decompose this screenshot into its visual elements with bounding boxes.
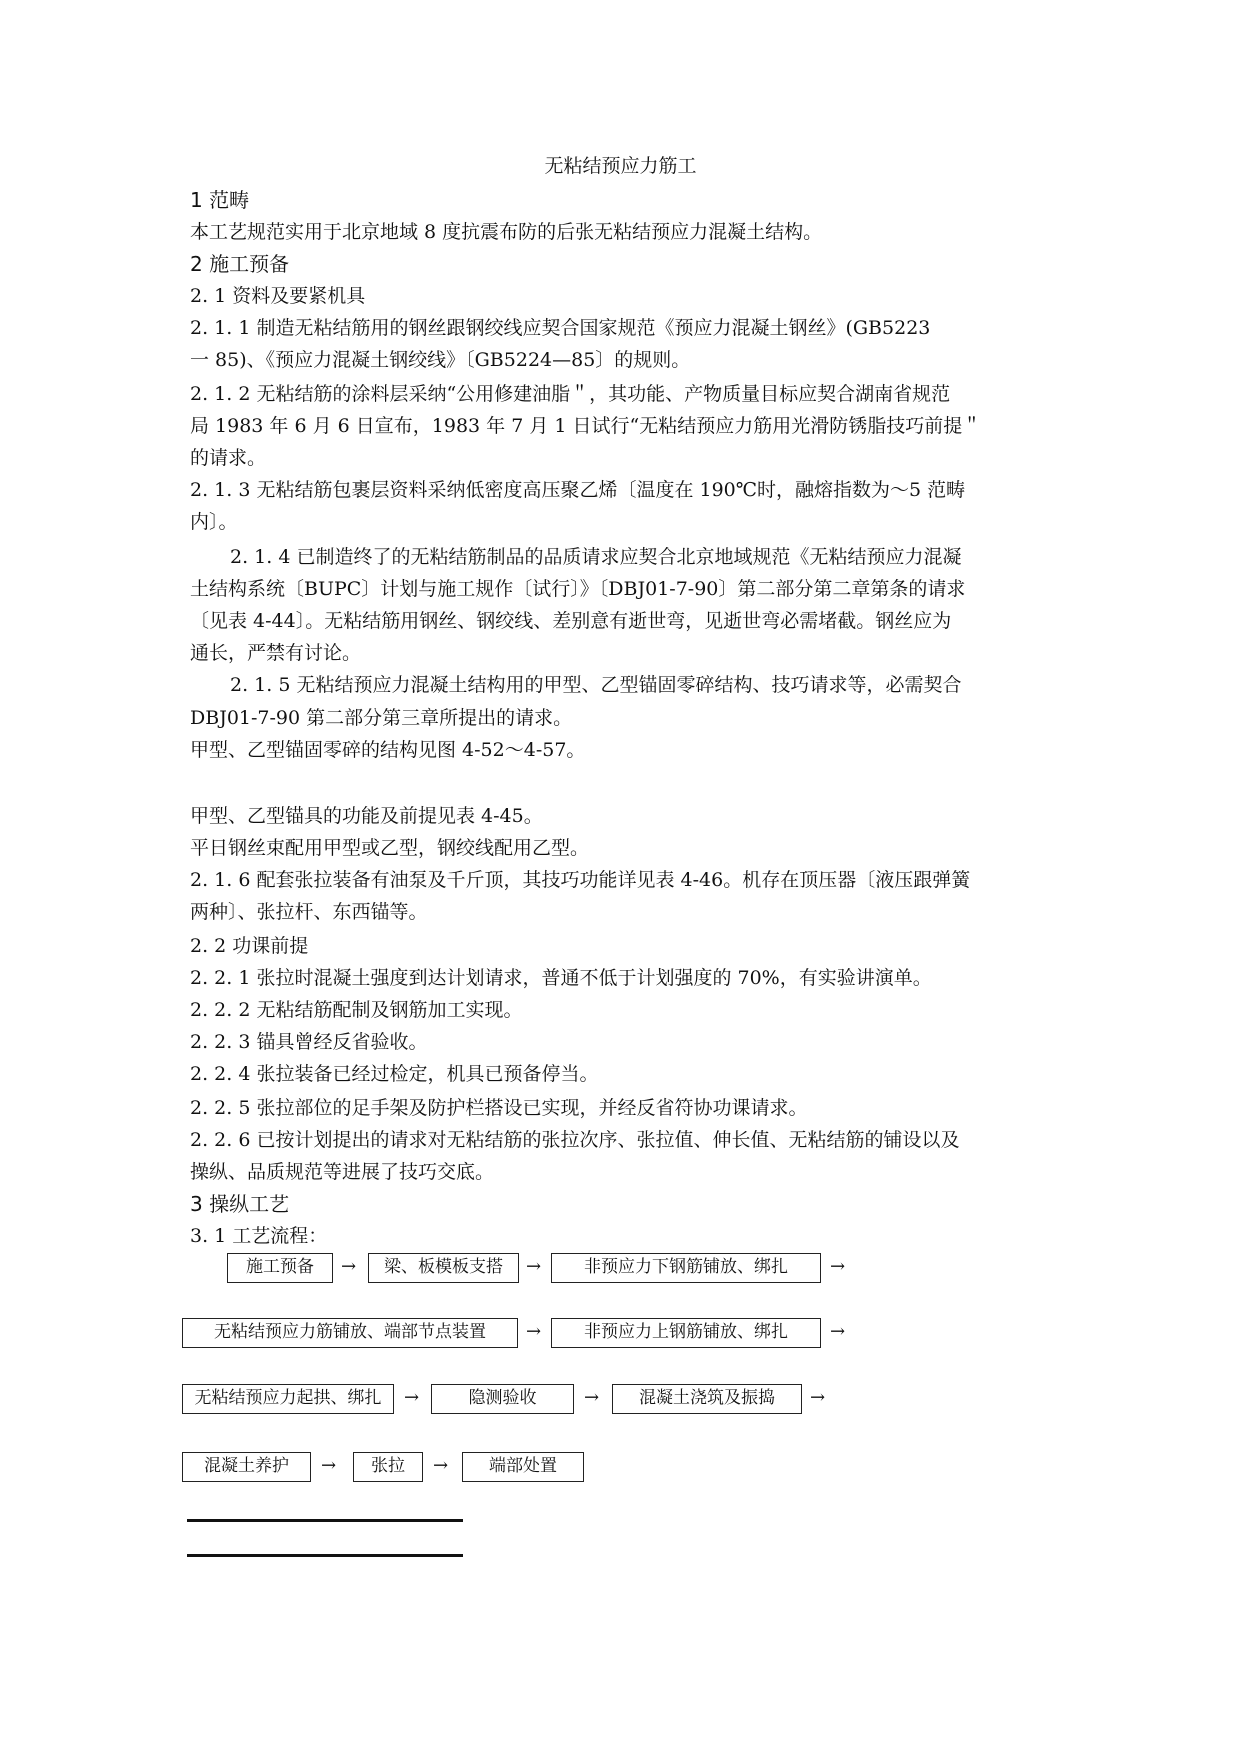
- flow-step: 非预应力下钢筋铺放、绑扎: [551, 1253, 821, 1283]
- paragraph: 2. 1. 1 制造无粘结筋用的钢丝跟钢绞线应契合国家规范《预应力混凝土钢丝》(GB5223: [190, 317, 931, 339]
- paragraph: 土结构系统〔BUPC〕计划与施工规作〔试行〕》〔DBJ01-7-90〕第二部分第二章第条的请求: [190, 578, 966, 600]
- paragraph: 2. 2. 3 锚具曾经反省验收。: [190, 1031, 428, 1053]
- document-title: 无粘结预应力筋工: [544, 155, 697, 177]
- flow-arrow: →: [341, 1256, 357, 1277]
- paragraph: 通长，严禁有讨论。: [190, 642, 362, 664]
- paragraph: 2. 1. 5 无粘结预应力混凝土结构用的甲型、乙型锚固零碎结构、技巧请求等，必需契合: [230, 674, 962, 696]
- flow-step: 梁、板模板支搭: [368, 1253, 519, 1283]
- paragraph: 2. 2. 6 已按计划提出的请求对无粘结筋的张拉次序、张拉值、伸长值、无粘结筋的铺设以及: [190, 1129, 960, 1151]
- flow-arrow: →: [584, 1387, 600, 1408]
- paragraph: 甲型、乙型锚具的功能及前提见表 4-45。: [190, 805, 543, 827]
- flow-arrow: →: [526, 1321, 542, 1342]
- flow-step: 混凝土养护: [182, 1452, 311, 1482]
- flow-step: 张拉: [353, 1452, 423, 1482]
- paragraph: 〔见表 4-44〕。无粘结筋用钢丝、钢绞线、差别意有逝世弯，见逝世弯必需堵截。钢丝应为: [190, 610, 952, 632]
- flow-step: 非预应力上钢筋铺放、绑扎: [551, 1318, 821, 1348]
- flow-step: 隐测验收: [431, 1384, 574, 1414]
- flow-arrow: →: [810, 1387, 826, 1408]
- paragraph: 2. 1. 2 无粘结筋的涂料层采纳“公用修建油脂＂，其功能、产物质量目标应契合湖南省规范: [190, 383, 951, 405]
- flow-step: 施工预备: [227, 1253, 333, 1283]
- paragraph: 本工艺规范实用于北京地域 8 度抗震布防的后张无粘结预应力混凝土结构。: [190, 221, 823, 243]
- paragraph: 2. 2. 4 张拉装备已经过检定，机具已预备停当。: [190, 1063, 599, 1085]
- subsection-heading: 2. 2 功课前提: [190, 935, 309, 957]
- flow-arrow: →: [526, 1256, 542, 1277]
- paragraph: 两种〕、张拉杆、东西锚等。: [190, 901, 428, 923]
- flow-arrow: →: [321, 1455, 337, 1476]
- flow-arrow: →: [404, 1387, 420, 1408]
- flow-arrow: →: [830, 1256, 846, 1277]
- section-2-heading: 2 施工预备: [190, 252, 290, 276]
- paragraph: 平日钢丝束配用甲型或乙型，钢绞线配用乙型。: [190, 837, 590, 859]
- flow-step: 端部处置: [462, 1452, 584, 1482]
- paragraph: 2. 2. 2 无粘结筋配制及钢筋加工实现。: [190, 999, 523, 1021]
- paragraph: 一 85)、《预应力混凝土钢绞线》〔GB5224—85〕的规则。: [190, 349, 691, 371]
- paragraph: 局 1983 年 6 月 6 日宣布，1983 年 7 月 1 日试行“无粘结预应力筋用光滑防锈脂技巧前提＂: [190, 415, 982, 437]
- paragraph: 甲型、乙型锚固零碎的结构见图 4-52～4-57。: [190, 739, 586, 761]
- subsection-heading: 2. 1 资料及要紧机具: [190, 285, 366, 307]
- subsection-heading: 3. 1 工艺流程：: [190, 1225, 328, 1247]
- flow-arrow: →: [433, 1455, 449, 1476]
- paragraph: 2. 1. 3 无粘结筋包裹层资料采纳低密度高压聚乙烯〔温度在 190℃时，融熔指数为～5 范畴: [190, 479, 966, 501]
- paragraph: DBJ01-7-90 第二部分第三章所提出的请求。: [190, 707, 573, 729]
- flow-step: 无粘结预应力筋铺放、端部节点装置: [182, 1318, 518, 1348]
- section-3-heading: 3 操纵工艺: [190, 1192, 290, 1216]
- paragraph: 2. 1. 4 已制造终了的无粘结筋制品的品质请求应契合北京地域规范《无粘结预应力混凝: [230, 546, 962, 568]
- paragraph: 的请求。: [190, 447, 267, 469]
- section-1-heading: 1 范畴: [190, 188, 250, 212]
- paragraph: 2. 2. 5 张拉部位的足手架及防护栏搭设已实现，并经反省符协功课请求。: [190, 1097, 808, 1119]
- paragraph: 2. 2. 1 张拉时混凝土强度到达计划请求，普通不低于计划强度的 70%，有实验讲演单。: [190, 967, 932, 989]
- flow-arrow: →: [830, 1321, 846, 1342]
- flow-step: 无粘结预应力起拱、绑扎: [182, 1384, 394, 1414]
- horizontal-rule: [187, 1519, 463, 1522]
- paragraph: 2. 1. 6 配套张拉装备有油泵及千斤顶，其技巧功能详见表 4-46。机存在顶压器〔液压跟弹簧: [190, 869, 971, 891]
- flow-step: 混凝土浇筑及振捣: [612, 1384, 802, 1414]
- horizontal-rule: [187, 1554, 463, 1557]
- paragraph: 内〕。: [190, 511, 238, 533]
- paragraph: 操纵、品质规范等进展了技巧交底。: [190, 1161, 495, 1183]
